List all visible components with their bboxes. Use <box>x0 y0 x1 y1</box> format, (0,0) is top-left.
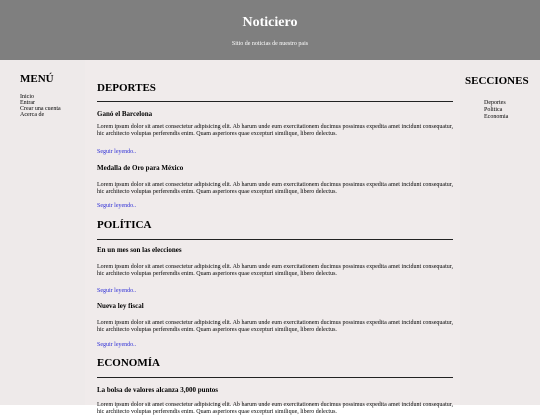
article-title: Medalla de Oro para México <box>97 164 184 172</box>
section-divider <box>97 377 453 378</box>
menu-item-entrar[interactable]: Entrar <box>20 100 35 106</box>
article-title: La bolsa de valores alcanza 3,000 puntos <box>97 386 219 394</box>
menu-list <box>20 94 61 118</box>
sections-title: SECCIONES <box>465 75 529 87</box>
section-divider <box>97 101 453 102</box>
site-title: Noticiero <box>242 15 298 30</box>
section-title-deportes: DEPORTES <box>97 82 156 94</box>
section-divider <box>97 239 453 240</box>
section-title-economia: ECONOMÍA <box>97 357 160 369</box>
left-sidebar-menu <box>0 60 85 405</box>
site-subtitle: Sitio de noticias de nuestro pais <box>231 41 309 47</box>
read-more-link[interactable]: Seguir leyendo.. <box>97 288 137 294</box>
article-title: En un mes son las elecciones <box>97 246 182 254</box>
read-more-link[interactable]: Seguir leyendo.. <box>97 203 137 209</box>
main-content <box>85 60 460 415</box>
section-title-politica: POLÍTICA <box>97 219 152 231</box>
article-body: Lorem ipsum dolor sit amet consectetur adipisicing elit. Ab harum unde eum exercitationem ducimus possimus expedita amet incidunt consequatur, hic architecto voluptas perferendis enim. Quam asperiores quae excepturi similique, libero delectus. <box>97 124 453 137</box>
article-body: Lorem ipsum dolor sit amet consectetur adipisicing elit. Ab harum unde eum exercitationem ducimus possimus expedita amet incidunt consequatur, hic architecto voluptas perferendis enim. Quam asperiores quae excepturi similique, libero delectus. <box>97 182 453 195</box>
article-body: Lorem ipsum dolor sit amet consectetur adipisicing elit. Ab harum unde eum exercitationem ducimus possimus expedita amet incidunt consequatur, hic architecto voluptas perferendis enim. Quam asperiores quae excepturi similique, libero delectus. <box>97 264 453 277</box>
sections-list <box>484 100 508 121</box>
read-more-link[interactable]: Seguir leyendo.. <box>97 342 137 348</box>
read-more-link[interactable]: Seguir leyendo.. <box>97 149 137 155</box>
menu-item-inicio[interactable]: Inicio <box>20 94 34 100</box>
section-link-economia[interactable]: Economia <box>484 114 509 120</box>
article-title: Nueva ley fiscal <box>97 302 144 310</box>
section-link-deportes[interactable]: Deportes <box>484 100 506 106</box>
menu-item-acerca-de[interactable]: Acerca de <box>20 112 45 118</box>
menu-title: MENÚ <box>20 73 54 85</box>
menu-item-crear-cuenta[interactable]: Crear una cuenta <box>20 106 61 112</box>
section-link-politica[interactable]: Politica <box>484 107 503 113</box>
article-title: Ganó el Barcelona <box>97 110 153 118</box>
article-body: Lorem ipsum dolor sit amet consectetur adipisicing elit. Ab harum unde eum exercitationem ducimus possimus expedita amet incidunt consequatur, hic architecto voluptas perferendis enim. Quam asperiores quae excepturi similique, libero delectus. <box>97 320 453 333</box>
right-sidebar-sections <box>460 60 540 405</box>
article-body: Lorem ipsum dolor sit amet consectetur adipisicing elit. Ab harum unde eum exercitationem ducimus possimus expedita amet incidunt consequatur, hic architecto voluptas perferendis enim. Quam asperiores quae excepturi similique, libero delectus. <box>97 402 453 415</box>
site-header <box>0 0 540 60</box>
